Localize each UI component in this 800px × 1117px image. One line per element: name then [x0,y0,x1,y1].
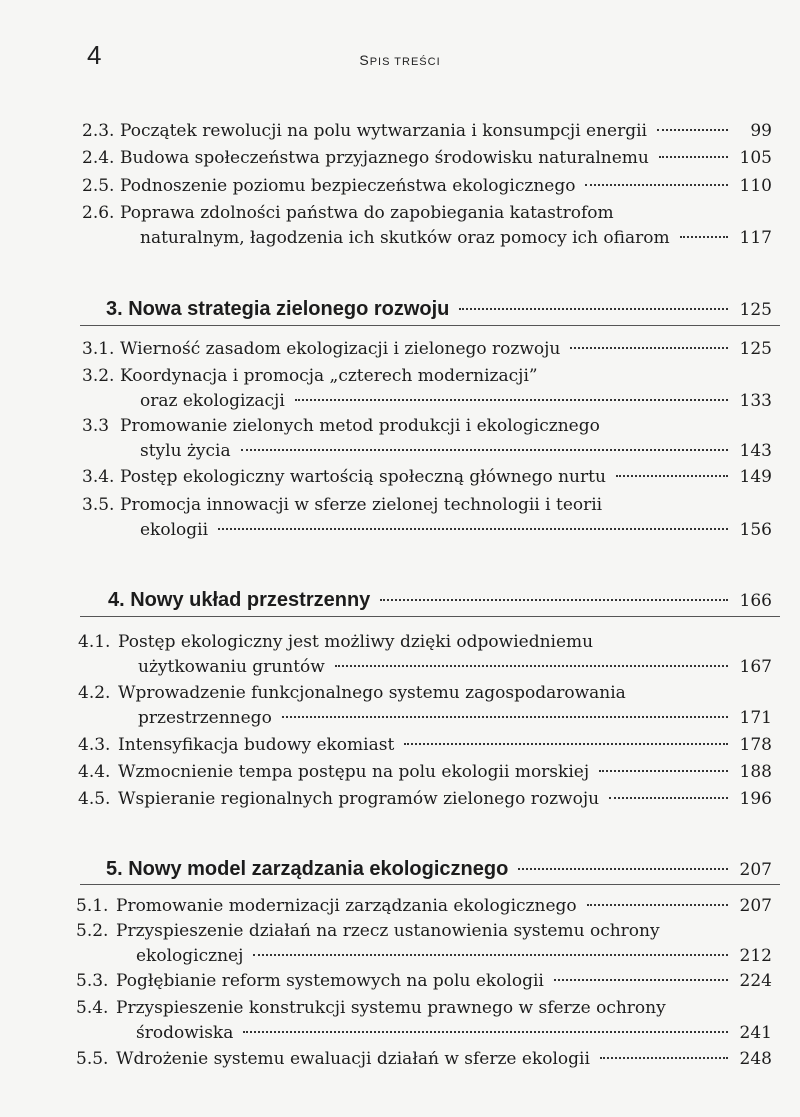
page-ref: 125 [739,339,772,359]
entry-title-line: ekologii [140,520,209,540]
entry-title-line: Początek rewolucji na polu wytwarzania i konsumpcji energii [120,121,647,141]
entry-title-line: Postęp ekologiczny wartością społeczną głównego nurtu [120,467,606,487]
dot-leader [570,347,728,349]
dot-leader [253,954,728,956]
dot-leader [282,716,728,718]
dot-leader [243,1031,728,1033]
entry-number: 3.5. [82,495,115,515]
page-ref: 99 [750,121,772,141]
entry-number: 3.4. [82,467,115,487]
running-title [0,52,800,68]
page-ref: 149 [739,467,772,487]
entry-title-line: Wdrożenie systemu ewaluacji działań w sferze ekologii [116,1049,590,1069]
dot-leader [616,475,728,477]
page-ref: 167 [739,657,772,677]
page-ref: 143 [739,441,772,461]
entry-number: 2.4. [82,148,115,168]
dot-leader [459,308,728,310]
entry-number: 4.1. [78,632,111,652]
page-ref: 241 [739,1023,772,1043]
running-title-initial: S [359,52,370,68]
page-number: 4 [87,40,102,70]
entry-title-line: środowiska [136,1023,234,1043]
page-ref: 212 [739,946,772,966]
chapter-title: 3. Nowa strategia zielonego rozwoju [106,298,450,320]
entry-title-line: Wprowadzenie funkcjonalnego systemu zagospodarowania [118,683,626,703]
running-title-rest: PIS TREŚCI [369,56,441,68]
entry-title-line: Przyspieszenie działań na rzecz ustanowienia systemu ochrony [116,921,660,941]
entry-title-line: Postęp ekologiczny jest możliwy dzięki odpowiedniemu [118,632,594,652]
dot-leader [657,129,728,131]
entry-title-line: przestrzennego [138,708,272,728]
page-ref: 188 [739,762,772,782]
section-divider [80,884,780,885]
entry-number: 4.3. [78,735,111,755]
page-ref: 125 [739,300,772,320]
entry-number: 5.2. [76,921,109,941]
page-ref: 110 [739,176,772,196]
dot-leader [600,1057,728,1059]
entry-number: 3.1. [82,339,115,359]
entry-number: 4.5. [78,789,111,809]
entry-number: 3.3 [82,416,110,436]
chapter-title: 4. Nowy układ przestrzenny [108,589,371,611]
entry-title-line: użytkowaniu gruntów [138,657,325,677]
entry-number: 2.5. [82,176,115,196]
entry-title-line: Przyspieszenie konstrukcji systemu prawnego w sferze ochrony [116,998,666,1018]
dot-leader [609,797,728,799]
entry-title-line: Poprawa zdolności państwa do zapobiegania katastrofom [120,203,614,223]
page-ref: 171 [739,708,772,728]
dot-leader [335,665,728,667]
entry-title-line: Budowa społeczeństwa przyjaznego środowisku naturalnemu [120,148,649,168]
entry-title-line: Wzmocnienie tempa postępu na polu ekologii morskiej [118,762,590,782]
page-ref: 117 [739,228,772,248]
section-divider [80,325,780,326]
entry-title-line: stylu życia [140,441,231,461]
page-ref: 133 [739,391,772,411]
dot-leader [554,979,728,981]
entry-number: 5.5. [76,1049,109,1069]
entry-title-line: oraz ekologizacji [140,391,285,411]
page-ref: 207 [739,860,772,880]
entry-title-line: Wierność zasadom ekologizacji i zielonego rozwoju [120,339,561,359]
entry-title-line: ekologicznej [136,946,244,966]
dot-leader [680,236,728,238]
entry-title-line: Pogłębianie reform systemowych na polu ekologii [116,971,544,991]
entry-number: 5.3. [76,971,109,991]
entry-title-line: Podnoszenie poziomu bezpieczeństwa ekologicznego [120,176,576,196]
entry-title-line: Intensyfikacja budowy ekomiast [118,735,395,755]
dot-leader [659,156,728,158]
page-ref: 156 [739,520,772,540]
entry-title-line: Koordynacja i promocja „czterech modernizacji” [120,366,538,386]
entry-number: 2.6. [82,203,115,223]
page-ref: 105 [739,148,772,168]
entry-number: 5.1. [76,896,109,916]
entry-title-line: Promowanie zielonych metod produkcji i ekologicznego [120,416,600,436]
chapter-title: 5. Nowy model zarządzania ekologicznego [106,858,509,880]
entry-title-line: naturalnym, łagodzenia ich skutków oraz pomocy ich ofiarom [140,228,670,248]
entry-title-line: Wspieranie regionalnych programów zielonego rozwoju [118,789,600,809]
page-ref: 248 [739,1049,772,1069]
page-ref: 196 [739,789,772,809]
page-ref: 207 [739,896,772,916]
entry-number: 4.2. [78,683,111,703]
page-ref: 166 [739,591,772,611]
dot-leader [218,528,728,530]
entry-number: 4.4. [78,762,111,782]
entry-title-line: Promocja innowacji w sferze zielonej technologii i teorii [120,495,603,515]
page-ref: 178 [739,735,772,755]
entry-number: 5.4. [76,998,109,1018]
entry-number: 2.3. [82,121,115,141]
dot-leader [585,184,728,186]
dot-leader [295,399,728,401]
dot-leader [587,904,728,906]
dot-leader [404,743,728,745]
page-ref: 224 [739,971,772,991]
dot-leader [599,770,728,772]
entry-number: 3.2. [82,366,115,386]
section-divider [80,616,780,617]
dot-leader [380,599,728,601]
dot-leader [241,449,728,451]
entry-title-line: Promowanie modernizacji zarządzania ekologicznego [116,896,577,916]
dot-leader [518,868,728,870]
